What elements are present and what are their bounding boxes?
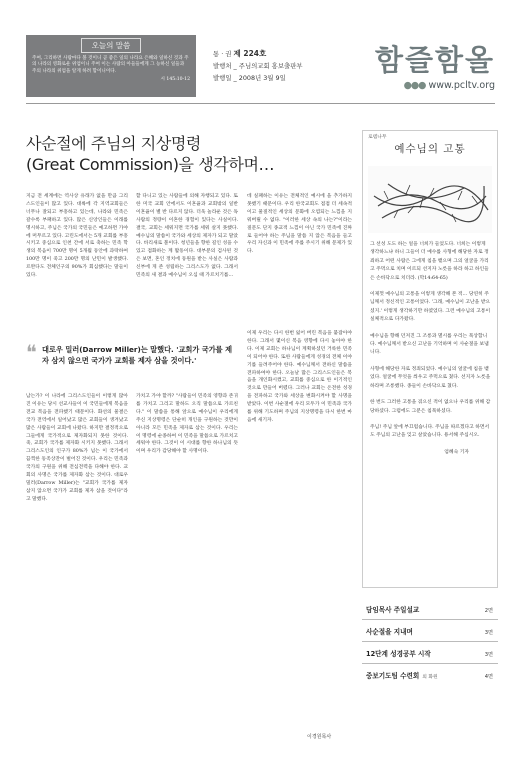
article-column-1-lower: 남는가? 이 나라에 그리스도인들이 이렇게 많아진 이유는 당시 선교사들이 이 국민들에게 복음을 전교 복음을 전파했기 때문이다. 화선의 물결은 국가 전역에서 일어났고 많은 교회들이 생겨났고 많은 사람들이 교회에 나왔다. 하지만 결정적으로 그들에게 국가적으로 제자화되지 못한 것이다. 죽, 교회가 국가를 제자화 시키지 못했다. 그래서 그리스도인의 인구가 80%가 넘는 이 국가에서 끔찍한 동족상잔이 벌어진 것이다. 우리는 민족과 국가의 구원을 위해 전심전력을 다해야 한다. 교회의 사명은 국가를 제자화 삼는 것이다. 대로우 밀러(Darrow Miller)는 "교회가 국가를 제자 삼지 않으면 국가가 교회를 제자 삼을 것이다"라고 말했다. [26, 394, 128, 502]
article-headline [26, 133, 366, 175]
issue-number: 제 224호 [233, 49, 267, 58]
sidebar-title: 예수님의 고통 [394, 143, 466, 155]
headline-line-1: 사순절에 주님의 지상명령 [26, 134, 201, 153]
sidebar-paragraph: 이제껏 예수님의 고통을 이렇게 생각해 본 적… 당연히 주님께서 정신적인 고통이었다. '그래, 예수님이 고난을 받으셨지.' 이렇게 생각하기만 하였었다. 그런 예수님의 고통이 실체적으로 다가왔다. [370, 292, 491, 323]
article-column-3-lower: 이제 우리는 다시 한번 잃어 버린 복음을 붙잡아야 한다. 그래서 몇이신 복음 영향에 다시 놓아야 한다. 이제 교회는 하나님이 계획하셨던 거룩한 민족이 되어야 한다. 또한 사람들에게 성경의 전체 이야기를 들려주어야 한다. 예수님께서 전하신 말씀을 전파하여야 한다. 오늘날 많은 그리스도인들은 복음을 개인화시켰고, 교회를 중심으로 한 이기적인 것으로 만들어 버렸다. 그러나 교회는 온전한 성경을 전파하고 국가와 세상을 변화시켜야 할 사명을 받았다. 이번 사순절에 우리 모두가 이 민족과 국가를 위해 기도하며 주님의 지상명령을 다시 한번 마음에 새기자. [247, 331, 352, 423]
publish-date: 발행일 _ 2008년 3월 9일 [213, 74, 286, 82]
sidebar-paragraph: 한 번도 그러한 고통을 겪으신 적이 없으나 우리를 위해 감당하셨다. 그럼에도 그분은 침묵하셨다. [370, 400, 491, 414]
website-url[interactable] [404, 80, 495, 91]
sidebar-paragraph: 사형에 해당한 자로 정죄되었다. 예수님의 얼굴에 침을 뱉었다. 얼굴에 무엇을 씌우고 주먹으로 쳤다. 선지자 노릇을 하라며 조롱했다. 종들이 손바닥으로 쳤다. [370, 366, 491, 389]
toc-item[interactable] [362, 664, 498, 686]
verse-title: 오늘의 말씀 [81, 38, 141, 53]
toc-item[interactable] [362, 642, 498, 664]
issue-label: 통 · 권 [213, 50, 232, 58]
sidebar-paragraph: 예수님을 향해 던져진 그 조롱과 멸시를 우리는 묵상합니다. 예수님께서 받으신 고난을 기억하며 이 사순절을 보냅니다. [370, 333, 489, 356]
article-column-2-lower: 가치고 가야 할까? "사람들이 민족의 영향과 존귀를 가치고 그리고 말하도 오직 말씀으로 가르친다." 이 말씀을 통해 앞으로 예수님이 우리에게 주신 지상명령은 단순히 개인을 구원하는 것만이 아니라 모든 민족을 제자로 삼는 것이다. 우리는 이 명령에 순종하여 이 민족을 말씀으로 가르치고 세워야 한다. 그것이 이 시대를 향한 하나님의 뜻이며 우리가 감당해야 할 사명이다. [136, 394, 238, 455]
article-signature: 이경원목사 [307, 734, 332, 740]
toc-item-title: 담임목사 주일설교 [366, 606, 420, 614]
article-column-3: 데 실패하는 이유는 전체적인 예시에 을 추가하지 못했기 때문이다. 우리 한국교회도 점점 더 세속적이고 물질적인 세상의 문화에 오염되는 느낌을 지워버릴 수 없다. "이러한 세상 속의 나는?"이라는 질문도 단지 종교적 느낌이 아닌 국가 민족에 진짜로 들어야 하는 주님을 말씀 지 않은 복음을 들고 우리 자신과 이 민족에 주를 주시기 위해 문제가 있다. [247, 194, 352, 255]
website-url-text: www.pcltv.org [428, 80, 495, 91]
sidebar-text [370, 241, 491, 457]
newsletter-logo: 함즐함올 [374, 43, 495, 77]
crown-of-thorns-image [368, 166, 492, 233]
sidebar-label: 로뎀나무 [368, 135, 387, 140]
pull-quote-text: 대로우 밀러(Darrow Miller)는 말했다. '교회가 국가를 제자 삼지 않으면 국가가 교회를 제자 삼을 것이다.' [42, 345, 233, 365]
todays-verse-box [26, 35, 196, 97]
toc-item-title-text: 중보기도팀 수련회 [366, 672, 420, 680]
toc-item[interactable] [362, 620, 498, 642]
header-divider [26, 103, 495, 104]
toc-item-page: 2면 [484, 608, 493, 614]
toc-item-title: 사순절을 지내며 [366, 628, 413, 636]
sidebar-paragraph: 주님! 주님 앞에 부끄럽습니다. 주님을 따르겠다고 하면서도 주님의 고난을 잊고 살았습니다. 용서해 주십시오. [370, 424, 490, 439]
article-column-1: 지금 전 세계에는 역사상 유래가 없을 만큼 그리스도인들이 많고 있다. 대륙에 각 지역교회들은 너무나 잘되고 부흥하고 있는데, 나라와 민족은 갈수록 부패하고 있다. 많은 신앙인들은 이래를 명시하고, 주님은 국가의 국민들은 예고하면 가야에 머무르고 있다. 고린도에서는 5개 교회를 부흥시키고 중심으로 인천 간에 서로 축하는 민족 학생의 복음이 700만 명이 5개월 동안에 과락하여 100만 명이 죽고 200만 명의 난민이 발생했다. 르완다도 전체인구의 90%가 회심했다는 말들이 있다. [26, 194, 128, 279]
quote-mark-icon: ❝ [26, 340, 37, 364]
dots-icon: ●●● [403, 80, 426, 91]
sidebar-signature: 엄혜숙 기자 [444, 449, 469, 455]
table-of-contents [362, 598, 498, 686]
toc-item-page: 3면 [484, 630, 493, 636]
toc-item-title: 12단계 성경공부 시작 [366, 650, 431, 658]
headline-line-2: (Great Commission)을 생각하며… [26, 155, 275, 174]
toc-item-page: 3면 [484, 652, 493, 658]
verse-reference: 시 145:10-12 [160, 77, 190, 83]
pull-quote [26, 340, 238, 366]
issue-meta [213, 48, 303, 84]
article-column-2: 할 다니고 있는 사람들에 의해 자행되고 있다. 또한 미국 교회 안에서도 이혼율과 교회밖의 일반 이혼율이 별 반 다르지 않다. 더욱 놀라운 것은 독사람의 정량이 이혼한 경험이 있다는 사실이다. 결국, 교회는 세워지면 국가를 세워 살지 못했다. 예수님의 말씀이 국가와 세상의 제자가 되고 말았다. 바리새로 볼이다. 청년들을 향한 길인 성을 수 있고 점화하는 계 활동이다. 대부분의 검사된 것은 보면, 혼인 정치에 동원을 받는 사실은 사람과 신부에 게 존 성립하는 그리스도가 없다. 그래서 민족의 새 결과 예수님이 오심 때 가르치기를… [136, 194, 238, 279]
verse-body: 주여, 그리하면 사람마다 볼 것이니 곧 좋은 일의 나라요 은혜와 일하신 것과 주의 나라의 영화로운 위엄이니 주여 이는 사람의 아들들에게 그 능하신 일들과 주의 나라의 위엄을 알게 하려 함이니이다. [32, 56, 189, 74]
toc-item[interactable] [362, 598, 498, 620]
sidebar-paragraph: 그 선성 도도 하는 얼을 너희가 들었도다. 너희는 이렇게 생각하느냐 하니 그들이 더 예수를 사형에 해당한 자로 정죄하고 어떤 사람은 그에게 침을 뱉으며 그의 얼굴을 가리고 주먹으로 치며 이르되 선지자 노릇을 하라 하고 하인들은 손바닥으로 치더라. (막14:64-65) [370, 242, 489, 281]
publisher: 발행처 _ 주님의교회 홍보출판부 [213, 62, 303, 70]
toc-item-title [366, 670, 438, 680]
toc-item-page: 4면 [484, 674, 493, 680]
toc-item-subtitle: 외 화원 [422, 675, 438, 680]
